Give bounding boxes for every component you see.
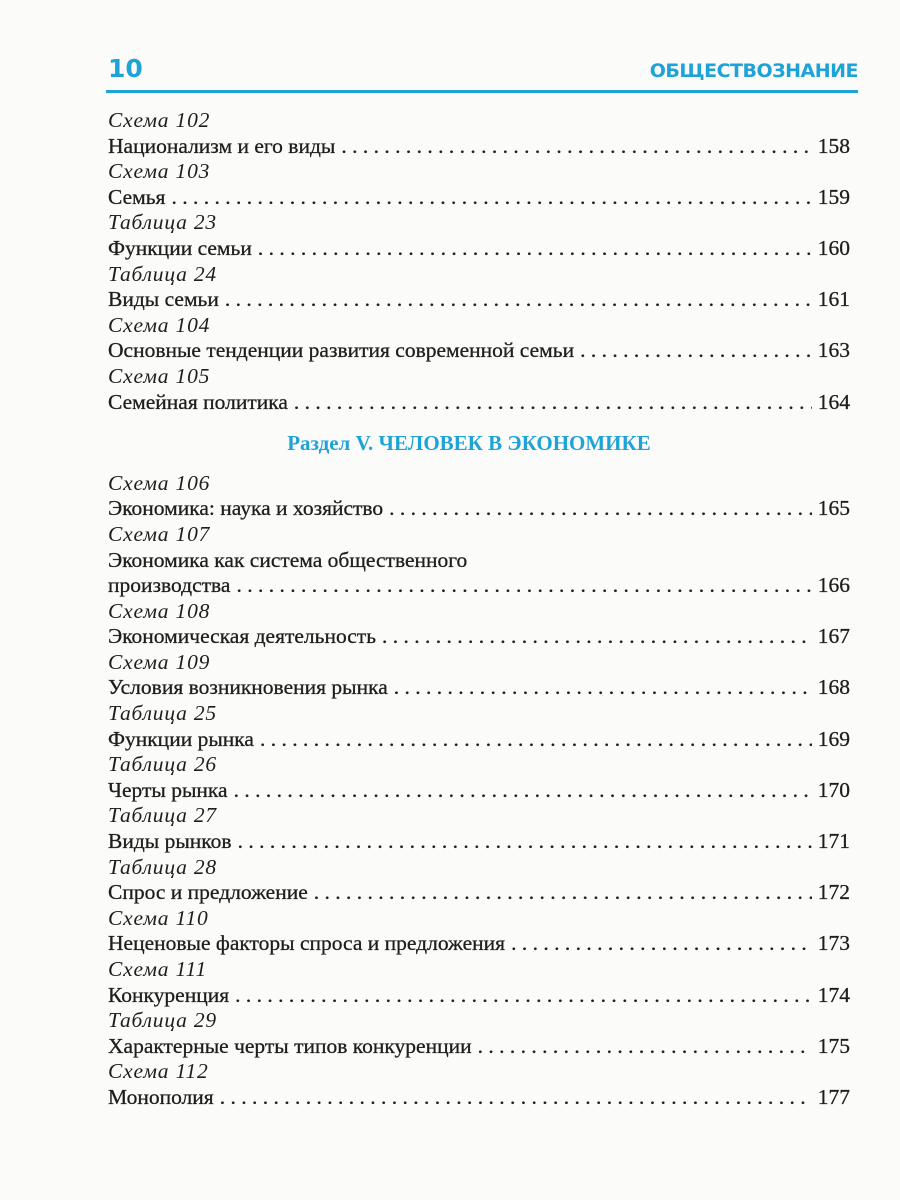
- entry-label: Таблица 23: [108, 210, 217, 235]
- entry-page: 177: [817, 1084, 850, 1109]
- entry-title: производства: [108, 573, 231, 598]
- entry-page: 160: [817, 235, 850, 260]
- entry-label: Схема 111: [108, 957, 207, 981]
- dot-leader: [478, 1034, 812, 1060]
- dot-leader: [258, 236, 812, 262]
- entry-row: [108, 390, 850, 416]
- entry-page: 165: [817, 496, 850, 521]
- subject-title: ОБЩЕСТВОЗНАНИЕ: [649, 60, 858, 82]
- entry-row: [108, 778, 850, 804]
- entry-page: 163: [817, 338, 850, 363]
- entry-row: [108, 185, 850, 211]
- entry-row: [108, 624, 850, 650]
- entry-row: [108, 287, 850, 313]
- entry-row: [108, 573, 850, 599]
- entry-label: Схема 102: [108, 108, 211, 132]
- dot-leader: [341, 134, 811, 160]
- entry-page: 174: [817, 982, 850, 1007]
- table-of-contents: [108, 108, 850, 1111]
- entry-title: Условия возникновения рынка: [108, 675, 388, 700]
- entry-label: Таблица 25: [108, 701, 217, 726]
- entry-row: [108, 496, 850, 522]
- entry-page: 169: [817, 726, 850, 751]
- toc-entry[interactable]: [108, 1059, 850, 1110]
- entry-row: [108, 675, 850, 701]
- entry-page: 170: [817, 777, 850, 802]
- entry-label: Схема 108: [108, 598, 211, 623]
- entry-label: Схема 103: [108, 159, 211, 184]
- entry-title: Характерные черты типов конкуренции: [108, 1033, 472, 1058]
- entry-title: Функции рынка: [108, 726, 254, 751]
- entry-title: Функции семьи: [108, 235, 252, 260]
- entry-label: Схема 112: [108, 1059, 209, 1084]
- toc-entry[interactable]: [108, 471, 850, 522]
- entry-page: 171: [817, 829, 850, 854]
- toc-entry[interactable]: [108, 957, 850, 1008]
- dot-leader: [235, 983, 812, 1009]
- dot-leader: [171, 185, 811, 211]
- entry-title: Семейная политика: [108, 389, 288, 414]
- entry-page: 159: [817, 184, 850, 209]
- dot-leader: [260, 727, 812, 753]
- toc-entry[interactable]: [108, 803, 850, 854]
- entry-title: Виды рынков: [108, 829, 232, 854]
- entry-label: Схема 104: [108, 312, 211, 337]
- entry-title: Семья: [108, 184, 166, 209]
- dot-leader: [234, 778, 812, 804]
- dot-leader: [314, 880, 812, 906]
- toc-entry[interactable]: [108, 522, 850, 599]
- entry-row: [108, 983, 850, 1009]
- entry-label: Схема 109: [108, 649, 211, 674]
- dot-leader: [220, 1085, 812, 1111]
- entry-title: Экономическая деятельность: [108, 624, 376, 649]
- page-number: 10: [108, 54, 143, 83]
- entry-page: 172: [817, 880, 850, 905]
- dot-leader: [580, 338, 812, 364]
- entry-title: Национализм и его виды: [108, 133, 336, 158]
- entry-page: 166: [817, 573, 850, 598]
- toc-entry[interactable]: [108, 906, 850, 957]
- page-header: [106, 52, 858, 93]
- entry-label: Схема 106: [108, 470, 211, 495]
- entry-title: Экономика: наука и хозяйство: [108, 496, 384, 521]
- toc-entry[interactable]: [108, 701, 850, 752]
- entry-page: 173: [817, 931, 850, 956]
- dot-leader: [238, 829, 812, 855]
- entry-title: Спрос и предложение: [108, 880, 308, 905]
- entry-row: [108, 829, 850, 855]
- entry-page: 161: [817, 287, 850, 312]
- toc-entry[interactable]: [108, 752, 850, 803]
- entry-row: [108, 880, 850, 906]
- entry-page: 175: [817, 1033, 850, 1058]
- dot-leader: [511, 931, 812, 957]
- toc-entry[interactable]: [108, 650, 850, 701]
- toc-entry[interactable]: [108, 108, 850, 159]
- entry-label: Таблица 26: [108, 752, 217, 777]
- entry-row: [108, 727, 850, 753]
- entry-title: Неценовые факторы спроса и предложения: [108, 931, 506, 956]
- entry-title-line: Экономика как система общественного: [108, 547, 468, 572]
- entry-label: Таблица 29: [108, 1008, 217, 1033]
- toc-entry[interactable]: [108, 599, 850, 650]
- entry-title: Виды семьи: [108, 287, 219, 312]
- entry-title: Монополия: [108, 1084, 214, 1109]
- entry-row: [108, 236, 850, 262]
- entry-label: Схема 107: [108, 521, 211, 546]
- section-heading: Раздел V. ЧЕЛОВЕК В ЭКОНОМИКЕ: [287, 431, 651, 456]
- entry-label: Таблица 24: [108, 261, 217, 286]
- entry-label: Таблица 27: [108, 803, 217, 828]
- dot-leader: [382, 624, 812, 650]
- entry-title: Основные тенденции развития современной семьи: [108, 338, 575, 363]
- entry-row: [108, 1085, 850, 1111]
- entry-title: Черты рынка: [108, 777, 228, 802]
- entry-page: 167: [817, 624, 850, 649]
- toc-entry[interactable]: [108, 159, 850, 210]
- toc-entry[interactable]: [108, 855, 850, 906]
- dot-leader: [394, 675, 812, 701]
- entry-label: Схема 105: [108, 363, 211, 388]
- dot-leader: [225, 287, 812, 313]
- entry-row: [108, 134, 850, 160]
- toc-entry[interactable]: [108, 1008, 850, 1059]
- dot-leader: [236, 573, 811, 599]
- toc-entry[interactable]: [108, 262, 850, 313]
- toc-entry[interactable]: [108, 313, 850, 364]
- entry-title: Конкуренция: [108, 982, 230, 1007]
- toc-entry[interactable]: [108, 364, 850, 415]
- entry-row: [108, 1034, 850, 1060]
- entry-row: [108, 931, 850, 957]
- entry-row: [108, 338, 850, 364]
- dot-leader: [389, 496, 812, 522]
- entry-label: Таблица 28: [108, 854, 217, 879]
- entry-page: 164: [817, 389, 850, 414]
- entry-page: 168: [817, 675, 850, 700]
- dot-leader: [294, 390, 812, 416]
- entry-page: 158: [817, 133, 850, 158]
- entry-label: Схема 110: [108, 905, 209, 930]
- toc-entry[interactable]: [108, 210, 850, 261]
